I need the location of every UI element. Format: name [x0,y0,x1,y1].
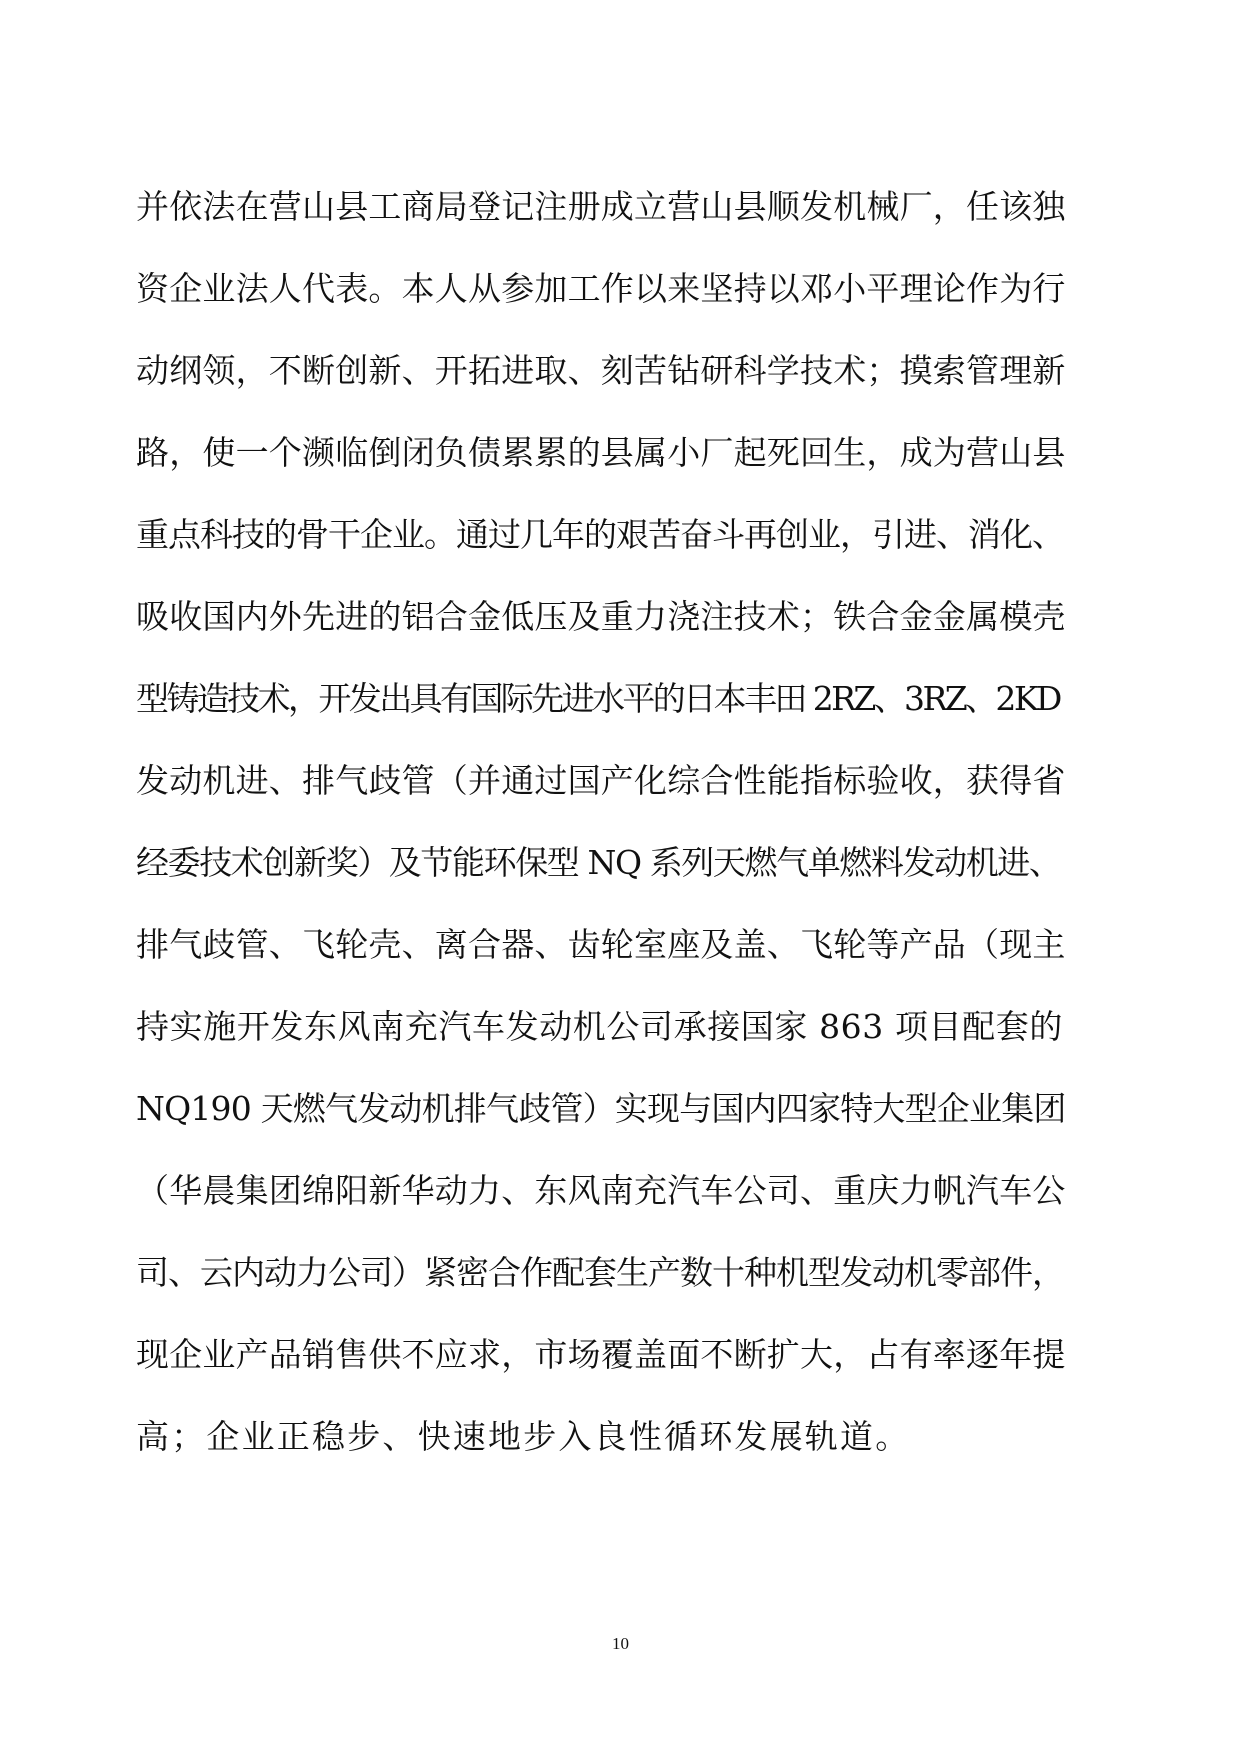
text-line: 经委技术创新奖）及节能环保型 NQ 系列天燃气单燃料发动机进、 [136,843,1061,882]
text-line: （华晨集团绵阳新华动力、东风南充汽车公司、重庆力帆汽车公 [136,1171,1066,1210]
text-line: NQ190 天燃气发动机排气歧管）实现与国内四家特大型企业集团 [136,1089,1066,1128]
text-line: 吸收国内外先进的铝合金低压及重力浇注技术；铁合金金属模壳 [136,597,1066,636]
page-number: 10 [612,1634,629,1653]
text-line: 持实施开发东风南充汽车发动机公司承接国家 863 项目配套的 [136,1007,1063,1046]
text-line: 发动机进、排气歧管（并通过国产化综合性能指标验收，获得省 [136,761,1066,800]
text-line: 型铸造技术，开发出具有国际先进水平的日本丰田 2RZ、3RZ、2KD [136,679,1060,718]
text-line: 高；企业正稳步、快速地步入良性循环发展轨道。 [136,1417,911,1456]
text-line: 资企业法人代表。本人从参加工作以来坚持以邓小平理论作为行 [136,269,1066,308]
text-line: 排气歧管、飞轮壳、离合器、齿轮室座及盖、飞轮等产品（现主 [136,925,1066,964]
text-line: 路，使一个濒临倒闭负债累累的县属小厂起死回生，成为营山县 [136,433,1066,472]
body-paragraph [136,182,1066,1494]
text-line: 司、云内动力公司）紧密合作配套生产数十种机型发动机零部件， [136,1253,1064,1292]
text-line: 并依法在营山县工商局登记注册成立营山县顺发机械厂，任该独 [136,187,1066,226]
text-line: 重点科技的骨干企业。通过几年的艰苦奋斗再创业，引进、消化、 [136,515,1064,554]
text-line: 现企业产品销售供不应求，市场覆盖面不断扩大，占有率逐年提 [136,1335,1066,1374]
text-line: 动纲领，不断创新、开拓进取、刻苦钻研科学技术；摸索管理新 [136,351,1066,390]
